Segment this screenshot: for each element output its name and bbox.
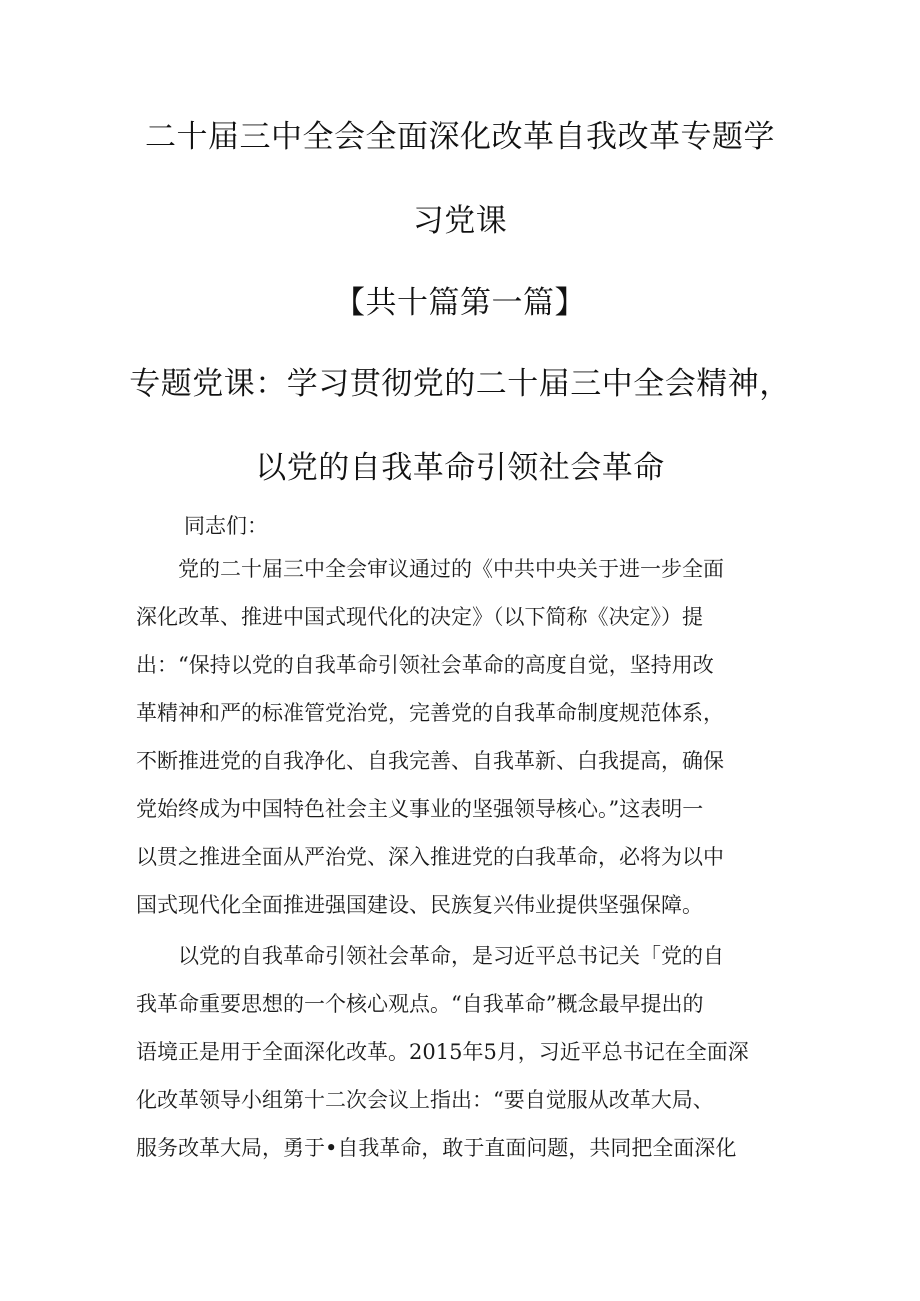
subtitle-line-2: 以党的自我革命引领社会革命 <box>255 450 665 486</box>
paragraph-line: 深化改革、推进中国式现代化的决定》（以下简称《决定》）提 <box>136 605 703 629</box>
paragraph-line: 革精神和严的标准管党治党，完善党的自我革命制度规范体系， <box>136 701 724 725</box>
paragraph-line: 出：“保持以党的自我革命引领社会革命的高度自觉，坚持用改 <box>136 653 714 677</box>
paragraph-2 <box>136 932 796 1172</box>
paragraph-line: 化改革领导小组第十二次会议上指出：“要自觉服从改革大局、 <box>136 1088 714 1112</box>
series-label: 【共十篇第一篇】 <box>334 285 586 321</box>
subtitle-line-1: 专题党课：学习贯彻党的二十届三中全会精神， <box>129 366 791 402</box>
paragraph-line: 服务改革大局，勇于•自我革命，敢于直面问题，共同把全面深化 <box>136 1136 737 1160</box>
paragraph-line: 我革命重要思想的一个核心观点。“自我革命”概念最早提出的 <box>136 992 704 1016</box>
paragraph-line: 不断推进党的自我净化、自我完善、自我革新、白我提高，确保 <box>136 749 724 773</box>
paragraph-line: 党的二十届三中全会审议通过的《中共中央关于进一步全面 <box>136 557 724 581</box>
paragraph-line: 语境正是用于全面深化改革。2015年5月，习近平总书记在全面深 <box>136 1040 749 1064</box>
paragraph-line: 以贯之推进全面从严治党、深入推进党的白我革命，必将为以中 <box>136 845 724 869</box>
document-title-line-2: 习党课 <box>412 203 508 239</box>
greeting: 同志们： <box>184 514 268 538</box>
paragraph-line: 国式现代化全面推进强国建设、民族复兴伟业提供坚强保障。 <box>136 893 703 917</box>
paragraph-1 <box>136 545 796 929</box>
document-title-line-1: 二十届三中全会全面深化改革自我改革专题学 <box>145 119 775 155</box>
paragraph-line: 党始终成为中国特色社会主义事业的坚强领导核心。”这表明一 <box>136 797 704 821</box>
paragraph-line: 以党的自我革命引领社会革命，是习近平总书记关「党的自 <box>136 944 724 968</box>
